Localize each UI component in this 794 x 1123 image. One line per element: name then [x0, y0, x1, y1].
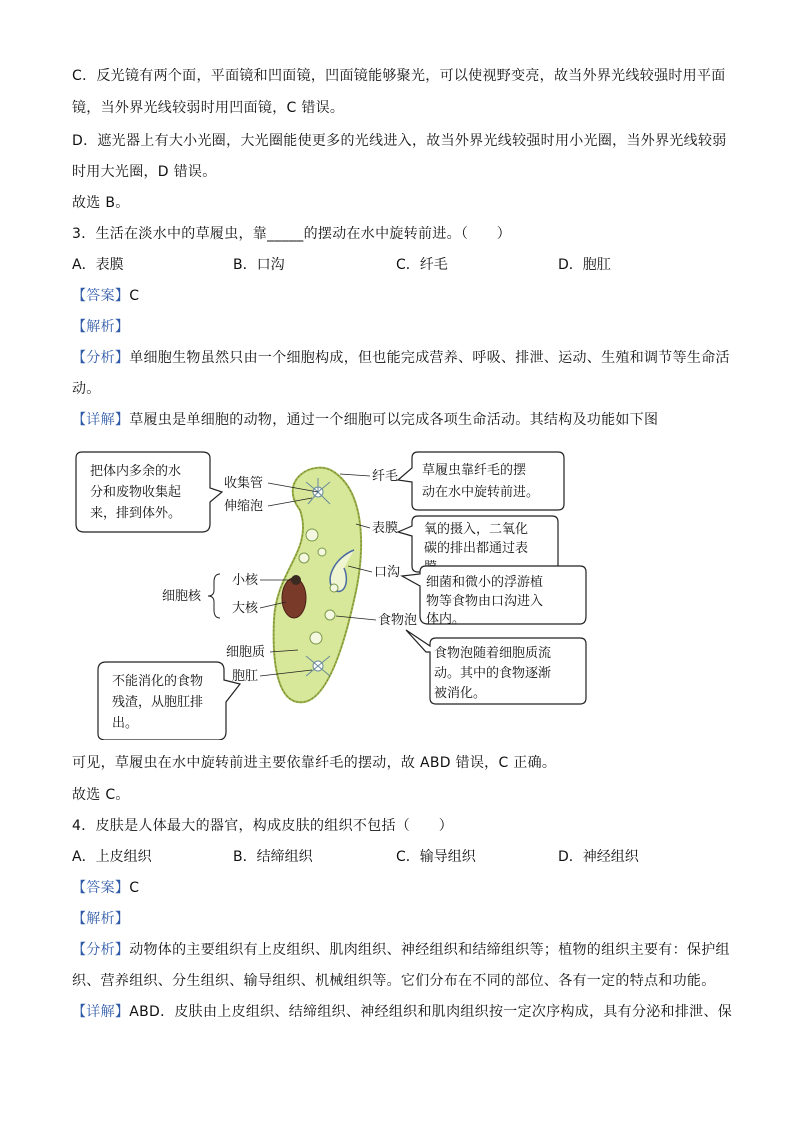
- note-text: 残渣，从胞肛排: [112, 695, 204, 710]
- analysis-tag: 【解析】: [72, 319, 130, 335]
- detail-text: 草履虫是单细胞的动物，通过一个细胞可以完成各项生命活动。其结构及功能如下图: [129, 412, 659, 428]
- text-line: D．遮光器上有大小光圈，大光圈能使更多的光线进入，故当外界光线较强时用小光圈，当外界光线较弱: [72, 133, 727, 149]
- label-anal-pore: 胞肛: [232, 669, 259, 684]
- note-text: 体内。: [426, 612, 466, 627]
- note-text: 不能消化的食物: [112, 674, 204, 689]
- label-cilia: 纤毛: [372, 469, 399, 484]
- text-line: 故选 B。: [72, 195, 130, 211]
- label-contractile-vacuole: 伸缩泡: [224, 499, 264, 514]
- detail-line: [72, 1002, 732, 1022]
- detail-text: ABD．皮肤由上皮组织、结缔组织、神经组织和肌肉组织按一定次序构成，具有分泌和排泄、保: [129, 1004, 733, 1020]
- option-d: D．神经组织: [558, 849, 639, 865]
- note-text: 食物泡随着细胞质流: [434, 646, 552, 661]
- note-text: 分和废物收集起: [90, 485, 182, 500]
- option-a: A．上皮组织: [72, 849, 152, 865]
- micronucleus-shape: [291, 575, 301, 585]
- note-text: 把体内多余的水: [90, 464, 182, 479]
- note-text: 被消化。: [434, 686, 487, 701]
- question-stem: 4．皮肤是人体最大的器官，构成皮肤的组织不包括（ ）: [72, 818, 454, 834]
- note-text: 动在水中旋转前进。: [422, 485, 540, 500]
- text-line: 镜，当外界光线较弱时用凹面镜，C 错误。: [72, 100, 345, 116]
- option-c: C．纤毛: [396, 257, 448, 273]
- note-right-oral: [402, 566, 586, 627]
- label-micronucleus: 小核: [232, 573, 259, 588]
- answer-tag: 【答案】: [72, 288, 130, 304]
- fenxi-line: [72, 348, 730, 368]
- question-stem: 3．生活在淡水中的草履虫，靠_____的摆动在水中旋转前进。（ ）: [72, 226, 512, 242]
- label-oral-groove: 口沟: [374, 565, 401, 580]
- fenxi-tag: 【分析】: [72, 350, 130, 366]
- analysis-heading: [72, 317, 129, 337]
- option-a: A．表膜: [72, 257, 124, 273]
- text-line: 动。: [72, 381, 101, 397]
- label-macronucleus: 大核: [232, 601, 259, 616]
- note-left-bottom: [98, 662, 240, 740]
- analysis-tag: 【解析】: [72, 911, 130, 927]
- option-d: D．胞肛: [558, 257, 611, 273]
- fenxi-text: 动物体的主要组织有上皮组织、肌肉组织、神经组织和结缔组织等；植物的组织主要有：保护组: [129, 942, 730, 958]
- note-right-cilia: [398, 452, 564, 510]
- label-food-vacuole: 食物泡: [378, 613, 418, 628]
- note-text: 动。其中的食物逐渐: [434, 666, 552, 681]
- note-text: 草履虫靠纤毛的摆: [422, 463, 527, 478]
- answer-line: [72, 286, 139, 306]
- option-b: B．口沟: [233, 257, 285, 273]
- note-text: 碳的排出都通过表: [424, 541, 529, 556]
- answer-value: C: [129, 288, 140, 304]
- text-line: 时用大光圈，D 错误。: [72, 164, 217, 180]
- text-line: 故选 C。: [72, 787, 130, 803]
- label-nucleus: 细胞核: [162, 589, 202, 604]
- label-pellicle: 表膜: [372, 521, 399, 536]
- detail-line: [72, 410, 658, 430]
- detail-tag: 【详解】: [72, 1004, 130, 1020]
- fenxi-tag: 【分析】: [72, 942, 130, 958]
- note-text: 来，排到体外。: [90, 506, 182, 521]
- text-line: 织、营养组织、分生组织、输导组织、机械组织等。它们分布在不同的部位、各有一定的特点和功能。: [72, 973, 716, 989]
- paramecium-diagram: [72, 440, 592, 740]
- label-cytoplasm: 细胞质: [226, 645, 266, 660]
- note-text: 物等食物由口沟进入: [426, 594, 544, 609]
- detail-tag: 【详解】: [72, 412, 130, 428]
- fenxi-line: [72, 940, 730, 960]
- note-left-top: [76, 452, 222, 532]
- fenxi-text: 单细胞生物虽然只由一个细胞构成，但也能完成营养、呼吸、排泄、运动、生殖和调节等生命活: [129, 350, 730, 366]
- label-collecting-tube: 收集管: [224, 476, 264, 491]
- option-b: B．结缔组织: [233, 849, 313, 865]
- option-c: C．输导组织: [396, 849, 476, 865]
- answer-value: C: [129, 880, 140, 896]
- note-text: 氧的摄入，二氧化: [424, 522, 529, 537]
- text-line: 可见，草履虫在水中旋转前进主要依靠纤毛的摆动，故 ABD 错误，C 正确。: [72, 755, 557, 771]
- note-text: 出。: [112, 716, 139, 731]
- note-right-food: [406, 630, 586, 704]
- text-line: C．反光镜有两个面，平面镜和凹面镜，凹面镜能够聚光，可以使视野变亮，故当外界光线较强时用平面: [72, 68, 726, 84]
- analysis-heading: [72, 909, 129, 929]
- note-text: 细菌和微小的浮游植: [426, 575, 544, 590]
- answer-tag: 【答案】: [72, 880, 130, 896]
- answer-line: [72, 878, 139, 898]
